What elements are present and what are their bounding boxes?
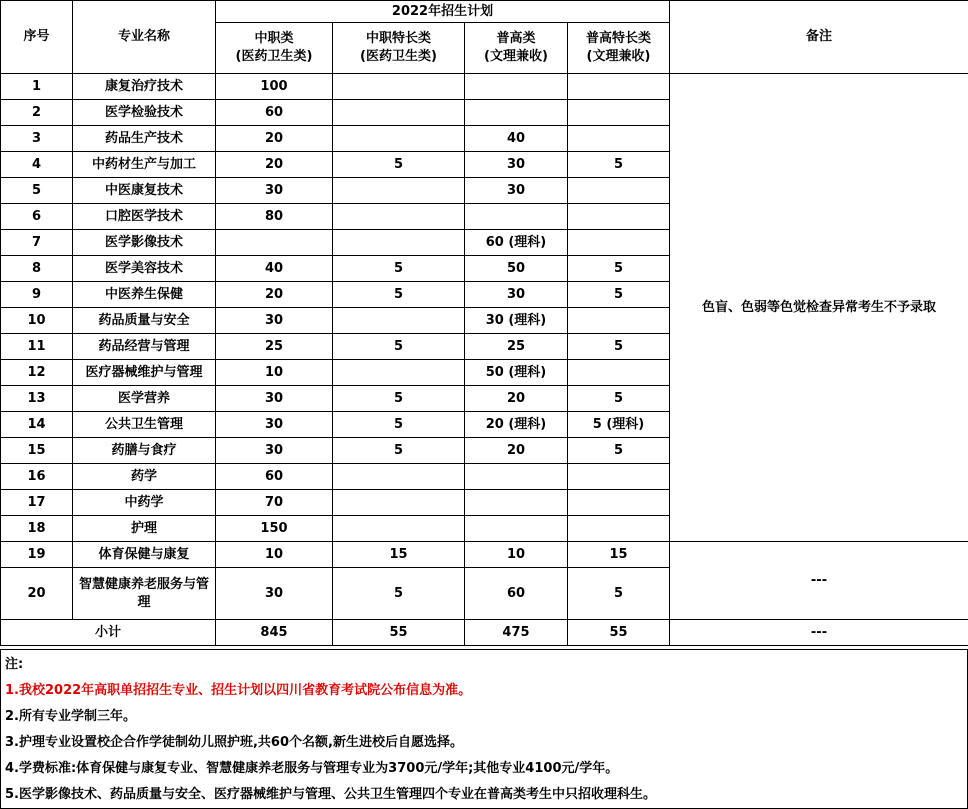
row-major-name: 医疗器械维护与管理 <box>73 360 216 386</box>
row-major-name: 公共卫生管理 <box>73 412 216 438</box>
row-c1: 60 <box>216 464 333 490</box>
row-major-name: 医学美容技术 <box>73 256 216 282</box>
row-c4 <box>568 178 670 204</box>
row-c1: 10 <box>216 542 333 568</box>
row-c3: 30 <box>465 152 568 178</box>
row-no: 1 <box>1 74 73 100</box>
row-c1: 80 <box>216 204 333 230</box>
row-major-name: 药膳与食疗 <box>73 438 216 464</box>
header-col-3-line1: 普高类 <box>496 31 536 46</box>
row-c2 <box>333 490 465 516</box>
row-c2: 5 <box>333 282 465 308</box>
row-c3: 30 (理科) <box>465 308 568 334</box>
subtotal-row <box>1 620 968 646</box>
row-c4: 15 <box>568 542 670 568</box>
note-2: 2.所有专业学制三年。 <box>5 709 136 724</box>
header-col-2 <box>333 23 465 74</box>
row-c3 <box>465 516 568 542</box>
row-no: 13 <box>1 386 73 412</box>
notes-title: 注: <box>5 657 24 672</box>
row-c3: 30 <box>465 178 568 204</box>
row-c3 <box>465 464 568 490</box>
row-c4: 5 (理科) <box>568 412 670 438</box>
subtotal-c2: 55 <box>333 620 465 646</box>
note-5: 5.医学影像技术、药品质量与安全、医疗器械维护与管理、公共卫生管理四个专业在普高类考生中只招收理科生。 <box>5 787 656 802</box>
header-col-2-line2: (医药卫生类) <box>360 49 437 64</box>
row-no: 19 <box>1 542 73 568</box>
row-c4 <box>568 360 670 386</box>
row-c1: 20 <box>216 126 333 152</box>
row-c1: 30 <box>216 568 333 620</box>
row-no: 7 <box>1 230 73 256</box>
row-c3 <box>465 74 568 100</box>
row-c4: 5 <box>568 152 670 178</box>
row-c1: 25 <box>216 334 333 360</box>
row-major-name: 体育保健与康复 <box>73 542 216 568</box>
row-c2: 15 <box>333 542 465 568</box>
row-c2: 5 <box>333 412 465 438</box>
header-col-1-line2: (医药卫生类) <box>235 49 313 64</box>
row-c2 <box>333 204 465 230</box>
row-major-name: 医学营养 <box>73 386 216 412</box>
row-c4 <box>568 464 670 490</box>
header-col-3 <box>465 23 568 74</box>
row-c3: 30 <box>465 282 568 308</box>
row-c3: 20 (理科) <box>465 412 568 438</box>
row-c2 <box>333 464 465 490</box>
row-c2 <box>333 100 465 126</box>
note-3: 3.护理专业设置校企合作学徒制幼儿照护班,共60个名额,新生进校后自愿选择。 <box>5 735 463 750</box>
row-major-name: 医学影像技术 <box>73 230 216 256</box>
row-c1: 100 <box>216 74 333 100</box>
row-c3: 60 (理科) <box>465 230 568 256</box>
row-c2 <box>333 360 465 386</box>
row-c1: 70 <box>216 490 333 516</box>
row-c1: 30 <box>216 178 333 204</box>
header-col-1-line1: 中职类 <box>254 31 294 46</box>
row-no: 18 <box>1 516 73 542</box>
note-4: 4.学费标准:体育保健与康复专业、智慧健康养老服务与管理专业为3700元/学年;其他专业4100元/学年。 <box>5 761 619 776</box>
row-c2 <box>333 178 465 204</box>
row-c4: 5 <box>568 438 670 464</box>
header-col-2-line1: 中职特长类 <box>365 31 431 46</box>
remark-other: --- <box>670 542 968 620</box>
row-no: 2 <box>1 100 73 126</box>
row-c4 <box>568 74 670 100</box>
notes-section <box>0 649 968 809</box>
row-major-name: 药学 <box>73 464 216 490</box>
row-c3: 60 <box>465 568 568 620</box>
row-c1: 40 <box>216 256 333 282</box>
row-c3 <box>465 204 568 230</box>
row-c1: 20 <box>216 152 333 178</box>
row-major-name: 中医康复技术 <box>73 178 216 204</box>
table-row <box>1 74 968 100</box>
row-c3: 50 (理科) <box>465 360 568 386</box>
row-c3: 25 <box>465 334 568 360</box>
row-c2 <box>333 516 465 542</box>
table-row <box>1 542 968 568</box>
row-c1: 20 <box>216 282 333 308</box>
row-c3: 20 <box>465 438 568 464</box>
header-col-4-line1: 普高特长类 <box>585 31 651 46</box>
row-major-name: 中药材生产与加工 <box>73 152 216 178</box>
row-no: 9 <box>1 282 73 308</box>
row-no: 6 <box>1 204 73 230</box>
row-c4: 5 <box>568 386 670 412</box>
row-c4 <box>568 126 670 152</box>
row-c2 <box>333 74 465 100</box>
row-major-name: 中药学 <box>73 490 216 516</box>
row-c4: 5 <box>568 282 670 308</box>
row-major-name: 药品经营与管理 <box>73 334 216 360</box>
row-c1: 10 <box>216 360 333 386</box>
row-no: 12 <box>1 360 73 386</box>
row-no: 15 <box>1 438 73 464</box>
row-major-name: 医学检验技术 <box>73 100 216 126</box>
row-c1: 30 <box>216 308 333 334</box>
row-c3: 20 <box>465 386 568 412</box>
subtotal-c3: 475 <box>465 620 568 646</box>
row-c4: 5 <box>568 334 670 360</box>
header-remark: 备注 <box>670 1 968 74</box>
row-c2 <box>333 126 465 152</box>
row-c1: 30 <box>216 412 333 438</box>
header-row-1 <box>1 1 968 23</box>
row-c2: 5 <box>333 386 465 412</box>
row-no: 11 <box>1 334 73 360</box>
row-c2: 5 <box>333 568 465 620</box>
row-c2: 5 <box>333 152 465 178</box>
subtotal-remark: --- <box>670 620 968 646</box>
row-c4 <box>568 308 670 334</box>
row-c3 <box>465 490 568 516</box>
row-c3 <box>465 100 568 126</box>
row-c4 <box>568 230 670 256</box>
row-c2 <box>333 230 465 256</box>
row-c2: 5 <box>333 438 465 464</box>
row-c3: 10 <box>465 542 568 568</box>
row-c4 <box>568 516 670 542</box>
note-1: 1.我校2022年高职单招招生专业、招生计划以四川省教育考试院公布信息为准。 <box>5 683 472 698</box>
row-c4 <box>568 204 670 230</box>
remark-color-vision: 色盲、色弱等色觉检查异常考生不予录取 <box>670 74 968 542</box>
row-major-name: 中医养生保健 <box>73 282 216 308</box>
row-major-name: 药品生产技术 <box>73 126 216 152</box>
row-c1: 30 <box>216 386 333 412</box>
row-c1: 30 <box>216 438 333 464</box>
row-major-name: 口腔医学技术 <box>73 204 216 230</box>
header-major: 专业名称 <box>73 1 216 74</box>
row-major-name: 智慧健康养老服务与管理 <box>73 568 216 620</box>
header-col-3-line2: (文理兼收) <box>484 49 548 64</box>
header-col-4 <box>568 23 670 74</box>
row-no: 4 <box>1 152 73 178</box>
row-c2: 5 <box>333 334 465 360</box>
row-c1 <box>216 230 333 256</box>
row-c4: 5 <box>568 568 670 620</box>
row-c2: 5 <box>333 256 465 282</box>
row-no: 3 <box>1 126 73 152</box>
row-no: 10 <box>1 308 73 334</box>
row-c4 <box>568 490 670 516</box>
row-c1: 150 <box>216 516 333 542</box>
row-c2 <box>333 308 465 334</box>
row-c4 <box>568 100 670 126</box>
subtotal-label: 小计 <box>1 620 216 646</box>
subtotal-c4: 55 <box>568 620 670 646</box>
row-major-name: 护理 <box>73 516 216 542</box>
row-no: 5 <box>1 178 73 204</box>
row-c4: 5 <box>568 256 670 282</box>
header-plan-title: 2022年招生计划 <box>216 1 670 23</box>
subtotal-c1: 845 <box>216 620 333 646</box>
header-col-4-line2: (文理兼收) <box>586 49 651 64</box>
row-c3: 40 <box>465 126 568 152</box>
row-no: 16 <box>1 464 73 490</box>
row-major-name: 药品质量与安全 <box>73 308 216 334</box>
header-seq: 序号 <box>1 1 73 74</box>
row-c1: 60 <box>216 100 333 126</box>
row-no: 14 <box>1 412 73 438</box>
row-c3: 50 <box>465 256 568 282</box>
row-major-name: 康复治疗技术 <box>73 74 216 100</box>
row-no: 8 <box>1 256 73 282</box>
header-col-1 <box>216 23 333 74</box>
row-no: 20 <box>1 568 73 620</box>
row-no: 17 <box>1 490 73 516</box>
